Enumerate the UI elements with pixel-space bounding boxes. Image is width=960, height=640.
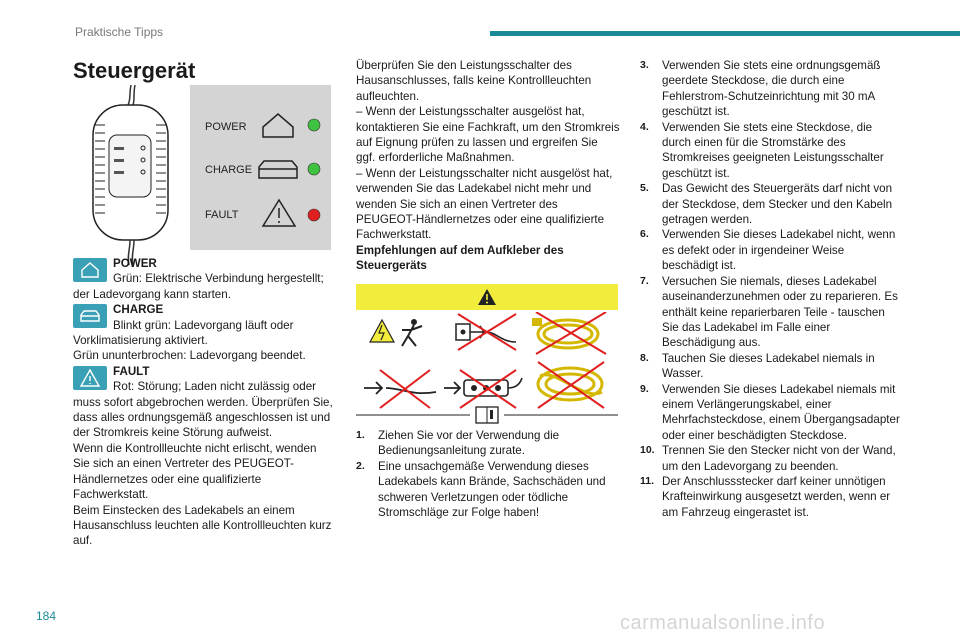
header-accent-bar [490, 31, 960, 36]
sticker-pictograms [356, 312, 618, 424]
no-knotted-cable-icon [538, 362, 604, 408]
signals-column [73, 256, 335, 549]
page-number: 184 [36, 609, 57, 623]
signal-fault [73, 364, 335, 549]
breaker-check-text: Überprüfen Sie den Leistungsschalter des Hausanschlusses, falls keine Kontrollleuchten aufleuchten. [356, 59, 592, 103]
manual-icon [356, 407, 618, 423]
signal-title: CHARGE [113, 303, 164, 317]
sticker-heading: Empfehlungen auf dem Aufkleber des Steuergeräts [356, 243, 564, 273]
charge-led [308, 163, 320, 175]
indicator-legend-panel [190, 85, 331, 250]
list-item: 11. Der Anschlussstecker darf keiner unnötigen Krafteinwirkung ausgesetzt werden, wenn er am Fahrzeug eingerastet ist. [640, 474, 891, 519]
sticker-warning-bar [356, 284, 618, 310]
signal-title: FAULT [113, 364, 150, 378]
no-extension-cable-icon [364, 370, 436, 408]
steps-column-3 [640, 58, 902, 520]
section-header: Praktische Tipps [75, 25, 164, 39]
breaker-column [356, 58, 620, 274]
list-item: 6. Verwenden Sie dieses Ladekabel nicht, wenn es defekt oder in irgendeiner Weise beschädigt ist. [640, 228, 896, 273]
signal-power [73, 256, 335, 302]
no-multi-socket-icon [456, 314, 516, 350]
list-item: 4. Verwenden Sie stets eine Steckdose, die durch einen für die Stromstärke des Stromkreises geeigneten Leistungsschalter geschützt ist. [640, 120, 884, 180]
steps-column-2 [356, 428, 618, 520]
signal-charge [73, 302, 335, 364]
no-coiled-cable-icon [532, 312, 606, 354]
house-icon [73, 258, 107, 282]
signal-title: POWER [113, 257, 157, 270]
car-icon [73, 304, 107, 328]
list-item: 3. Verwenden Sie stets eine ordnungsgemäß geerdete Steckdose, die durch eine Fehlerstrom-Schutzeinrichtung mit 30 mA geschützt ist. [640, 59, 881, 119]
list-item: 2. Eine unsachgemäße Verwendung dieses Ladekabels kann Brände, Sachschäden und schweren Verletzungen oder tödliche Stromschläge zur Folge haben! [356, 459, 606, 520]
list-item: 1. Ziehen Sie vor der Verwendung die Bedienungsanleitung zurate. [356, 429, 560, 458]
fault-label: FAULT [205, 209, 239, 221]
electric-shock-icon [370, 319, 422, 346]
breaker-tripped-text: – Wenn der Leistungsschalter ausgelöst hat, kontaktieren Sie eine Fachkraft, um den Stromkreis auf Eignung prüfen zu lassen und ergreifen Sie ggf. erforderliche Maßnahmen. [356, 105, 620, 165]
power-led [308, 119, 320, 131]
watermark: carmanualsonline.info [620, 612, 826, 634]
fault-led [308, 209, 320, 221]
charge-label: CHARGE [205, 164, 253, 176]
page-title: Steuergerät [73, 58, 196, 83]
list-item: 10. Trennen Sie den Stecker nicht von der Wand, um den Ladevorgang zu beenden. [640, 444, 896, 473]
charging-control-unit-figure [73, 85, 331, 265]
power-label: POWER [205, 121, 247, 133]
list-item: 7. Versuchen Sie niemals, dieses Ladekabel auseinanderzunehmen oder zu reparieren. Es enthält keine reparierbaren Teile - tauschen Sie das Ladekabel im Falle einer Beschädigung aus. [640, 274, 898, 350]
warning-icon [356, 284, 618, 310]
list-item: 5. Das Gewicht des Steuergeräts darf nicht von der Steckdose, dem Stecker und den Kabeln getragen werden. [640, 182, 893, 227]
no-power-strip-icon [444, 370, 522, 408]
control-unit-device [93, 85, 168, 265]
list-item: 8. Tauchen Sie dieses Ladekabel niemals in Wasser. [640, 351, 875, 381]
breaker-not-tripped-text: – Wenn der Leistungsschalter nicht ausgelöst hat, verwenden Sie das Ladekabel nicht mehr und wenden Sie sich an einen Vertreter des PEUGEOT-Händlernetzes oder eine qualifizierte Fachwerkstatt. [356, 166, 613, 242]
warning-icon [73, 366, 107, 390]
signal-text: Blinkt grün: Ladevorgang läuft oder Vorklimatisierung aktiviert. Grün ununterbrochen: Ladevorgang beendet. [73, 318, 306, 363]
signal-text: Grün: Elektrische Verbindung hergestellt; der Ladevorgang kann starten. [73, 272, 324, 301]
list-item: 9. Verwenden Sie dieses Ladekabel niemals mit einem Verlängerungskabel, einer Mehrfachsteckdose, einem Übergangsadapter oder einer beschädigten Steckdose. [640, 382, 900, 442]
signal-text: Rot: Störung; Laden nicht zulässig oder muss sofort abgebrochen werden. Überprüfen Sie, dass alles ordnungsgemäß angeschlossen ist und der Stromkreis keine Störung aufweist. Wenn die Kontrollleuchte nicht erlischt, wenden Sie sich an einen Vertreter des PEUGEOT-Händlernetzes oder eine qualifizierte Fachwerkstatt. Beim Einstecken des Ladekabels an einem Hausanschluss leuchten alle Kontrollleuchten kurz auf. [73, 380, 333, 548]
